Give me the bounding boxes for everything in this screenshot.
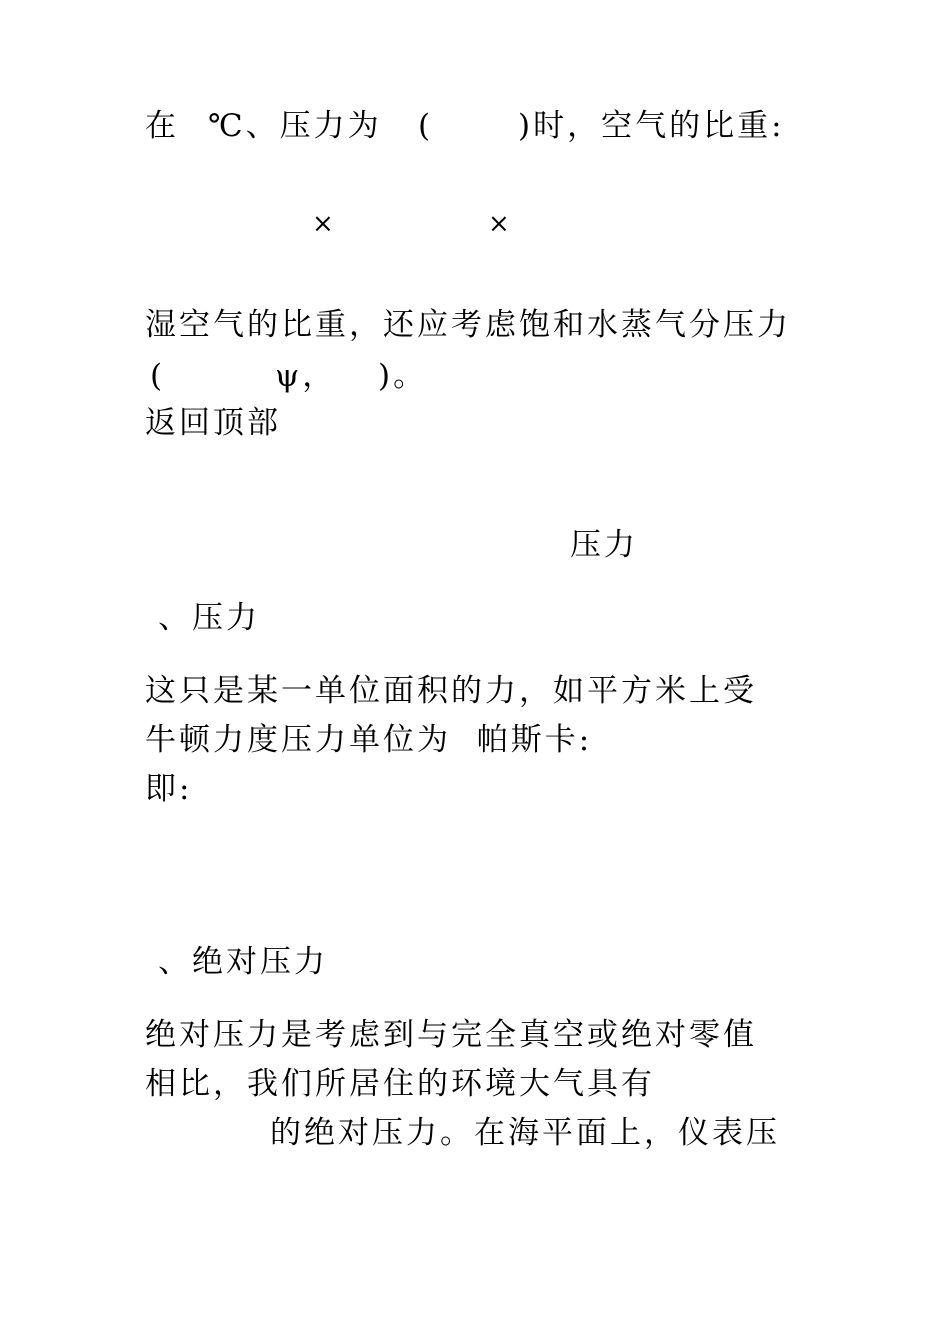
section-heading: 、绝对压力 — [158, 944, 328, 980]
paragraph-line: 这只是某一单位面积的力，如平方米上受 — [145, 673, 757, 709]
paragraph-line: 绝对压力是考虑到与完全真空或绝对零值 — [145, 1017, 757, 1053]
paragraph-line: 湿空气的比重，还应考虑饱和水蒸气分压力 — [145, 307, 791, 343]
text-fragment: )。 — [378, 358, 428, 394]
paragraph-line: 牛顿力度压力单位为 帕斯卡: — [145, 722, 593, 758]
section-heading: 、压力 — [158, 600, 260, 636]
back-to-top-link[interactable]: 返回顶部 — [145, 405, 281, 441]
multiply-sign: × — [488, 209, 510, 239]
chapter-title: 压力 — [570, 527, 638, 563]
paragraph-line: 相比，我们所居住的环境大气具有 — [145, 1066, 655, 1102]
text-fragment: )时，空气的比重: — [518, 108, 785, 144]
text-fragment: ℃、压力为 — [208, 108, 382, 144]
paragraph-line: 的绝对压力。在海平面上，仪表压 — [270, 1115, 780, 1151]
text-fragment: 在 — [145, 108, 179, 144]
text-fragment: ( — [150, 358, 166, 394]
multiply-sign: × — [312, 209, 334, 239]
paragraph-line: 即: — [145, 771, 193, 807]
text-fragment: ψ， — [275, 358, 337, 394]
text-fragment: ( — [418, 108, 434, 144]
